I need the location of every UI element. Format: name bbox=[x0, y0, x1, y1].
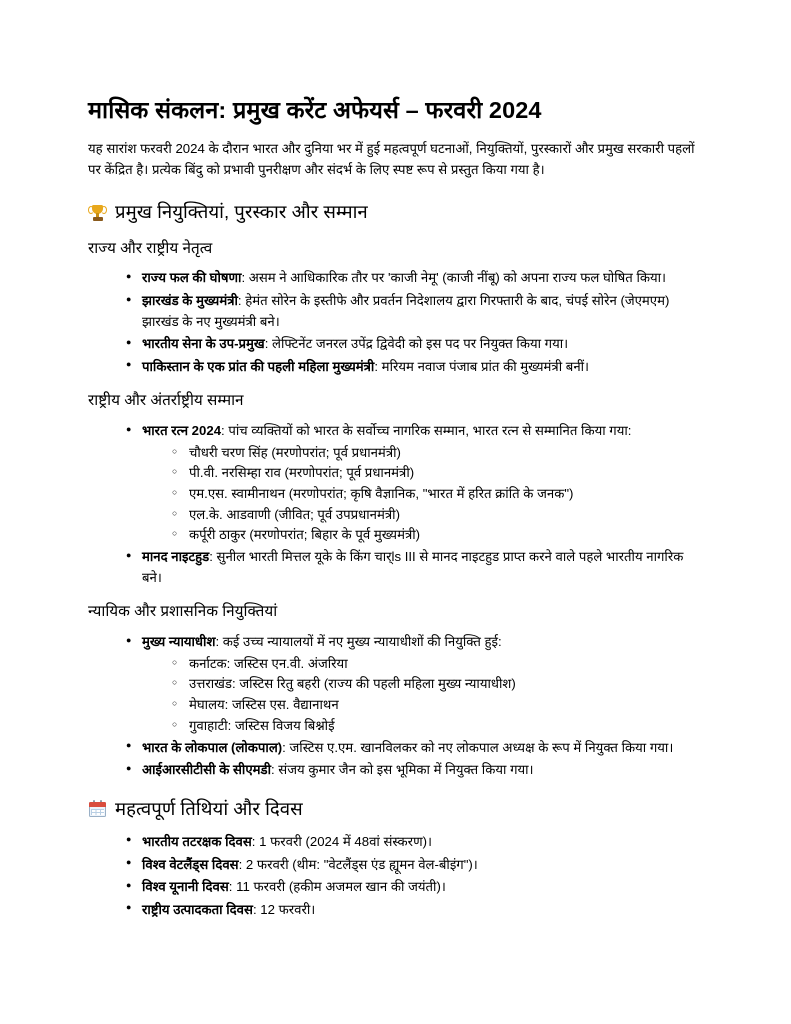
list-item bbox=[126, 268, 705, 289]
list-item: ○ मेघालय: जस्टिस एस. वैद्यानाथन bbox=[172, 695, 705, 715]
list-national-international-honours bbox=[88, 421, 705, 588]
item-label: झारखंड के मुख्यमंत्री bbox=[142, 293, 238, 309]
list-item bbox=[126, 334, 705, 355]
section-heading-appointments-label: प्रमुख नियुक्तियां, पुरस्कार और सम्मान bbox=[115, 201, 368, 223]
list-item bbox=[126, 738, 705, 759]
list-important-dates bbox=[88, 832, 705, 920]
list-judicial-administrative-appointments bbox=[88, 632, 705, 781]
item-label: आईआरसीटीसी के सीएमडी bbox=[142, 762, 271, 778]
item-label: मानद नाइटहुड bbox=[142, 549, 210, 565]
section-heading-important-dates bbox=[88, 797, 705, 821]
item-text: : जस्टिस ए.एम. खानविलकर को नए लोकपाल अध्यक्ष के रूप में नियुक्त किया गया। bbox=[282, 739, 674, 755]
list-item bbox=[126, 760, 705, 781]
item-label: भारतीय तटरक्षक दिवस bbox=[142, 833, 252, 849]
item-text: : संजय कुमार जैन को इस भूमिका में नियुक्त किया गया। bbox=[270, 762, 534, 778]
item-text: : 1 फरवरी (2024 में 48वां संस्करण)। bbox=[251, 833, 433, 849]
list-item bbox=[126, 357, 705, 378]
item-text: : पांच व्यक्तियों को भारत के सर्वोच्च नागरिक सम्मान, भारत रत्न से सम्मानित किया गया: bbox=[221, 423, 632, 439]
sublist-bharat-ratna-recipients bbox=[142, 443, 705, 545]
item-text: : असम ने आधिकारिक तौर पर 'काजी नेमू' (काजी नींबू) को अपना राज्य फल घोषित किया। bbox=[241, 270, 667, 286]
item-label: पाकिस्तान के एक प्रांत की पहली महिला मुख्यमंत्री bbox=[142, 358, 375, 374]
sub-heading-judicial-administrative-appointments: न्यायिक और प्रशासनिक नियुक्तियां bbox=[88, 603, 278, 621]
item-label: भारत के लोकपाल (लोकपाल) bbox=[142, 739, 283, 755]
list-item: ○ गुवाहाटी: जस्टिस विजय बिश्नोई bbox=[172, 716, 705, 736]
list-item bbox=[126, 877, 705, 898]
item-label: मुख्य न्यायाधीश bbox=[142, 634, 216, 650]
list-item: ○ उत्तराखंड: जस्टिस रितु बहरी (राज्य की पहली महिला मुख्य न्यायाधीश) bbox=[172, 674, 705, 694]
item-text: : लेफ्टिनेंट जनरल उपेंद्र द्विवेदी को इस पद पर नियुक्त किया गया। bbox=[264, 336, 569, 352]
page-title: मासिक संकलन: प्रमुख करेंट अफेयर्स – फरवरी 2024 bbox=[88, 97, 542, 123]
sub-heading-state-national-leadership: राज्य और राष्ट्रीय नेतृत्व bbox=[88, 239, 213, 257]
item-label: भारतीय सेना के उप-प्रमुख bbox=[142, 336, 265, 352]
item-text: : मरियम नवाज पंजाब प्रांत की मुख्यमंत्री बनीं। bbox=[374, 358, 590, 374]
item-label: भारत रत्न 2024 bbox=[142, 423, 222, 439]
list-state-national-leadership bbox=[88, 268, 705, 377]
list-item: ○ पी.वी. नरसिम्हा राव (मरणोपरांत; पूर्व प्रधानमंत्री) bbox=[172, 463, 705, 483]
sublist-chief-justices bbox=[142, 654, 705, 736]
calendar-icon bbox=[88, 800, 107, 819]
list-item: ○ कर्पूरी ठाकुर (मरणोपरांत; बिहार के पूर्व मुख्यमंत्री) bbox=[172, 525, 705, 545]
list-item bbox=[126, 900, 705, 921]
item-label: राज्य फल की घोषणा bbox=[142, 270, 242, 286]
list-item bbox=[126, 632, 705, 735]
item-text: : कई उच्च न्यायालयों में नए मुख्य न्यायाधीशों की नियुक्ति हुई: bbox=[215, 634, 502, 650]
list-item: ○ एम.एस. स्वामीनाथन (मरणोपरांत; कृषि वैज्ञानिक, "भारत में हरित क्रांति के जनक") bbox=[172, 484, 705, 504]
item-text: : 11 फरवरी (हकीम अजमल खान की जयंती)। bbox=[228, 879, 446, 895]
section-heading-important-dates-label: महत्वपूर्ण तिथियां और दिवस bbox=[115, 797, 303, 819]
list-item: ○ एल.के. आडवाणी (जीवित; पूर्व उपप्रधानमंत्री) bbox=[172, 505, 705, 525]
item-text: : हेमंत सोरेन के इस्तीफे और प्रवर्तन निदेशालय द्वारा गिरफ्तारी के बाद, चंपई सोरेन (जेएमएम) झारखंड के नए मुख्यमंत्री बने। bbox=[142, 293, 670, 329]
intro-paragraph: यह सारांश फरवरी 2024 के दौरान भारत और दुनिया भर में हुई महत्वपूर्ण घटनाओं, नियुक्तियों, पुरस्कारों और प्रमुख सरकारी पहलों पर केंद्रित है। प्रत्येक बिंदु को प्रभावी पुनरीक्षण और संदर्भ के लिए स्पष्ट रूप से प्रस्तुत किया गया है। bbox=[88, 140, 695, 178]
list-item bbox=[126, 832, 705, 853]
item-text: : 2 फरवरी (थीम: "वेटलैंड्स एंड ह्यूमन वेल-बीइंग")। bbox=[238, 856, 478, 872]
item-text: : सुनील भारती मित्तल यूके के किंग चार्ls III से मानद नाइटहुड प्राप्त करने वाले पहले भारतीय नागरिक बने। bbox=[142, 549, 684, 585]
item-label: राष्ट्रीय उत्पादकता दिवस bbox=[142, 901, 253, 917]
list-item bbox=[126, 547, 705, 588]
list-item: ○ चौधरी चरण सिंह (मरणोपरांत; पूर्व प्रधानमंत्री) bbox=[172, 443, 705, 463]
item-label: विश्व वेटलैंड्स दिवस bbox=[142, 856, 239, 872]
item-label: विश्व यूनानी दिवस bbox=[142, 879, 229, 895]
list-item bbox=[126, 291, 705, 332]
section-heading-appointments bbox=[88, 200, 705, 224]
item-text: : 12 फरवरी। bbox=[252, 901, 316, 917]
list-item bbox=[126, 855, 705, 876]
list-item bbox=[126, 421, 705, 545]
sub-heading-national-international-honours: राष्ट्रीय और अंतर्राष्ट्रीय सम्मान bbox=[88, 392, 244, 410]
trophy-icon bbox=[88, 204, 107, 223]
list-item: ○ कर्नाटक: जस्टिस एन.वी. अंजरिया bbox=[172, 654, 705, 674]
